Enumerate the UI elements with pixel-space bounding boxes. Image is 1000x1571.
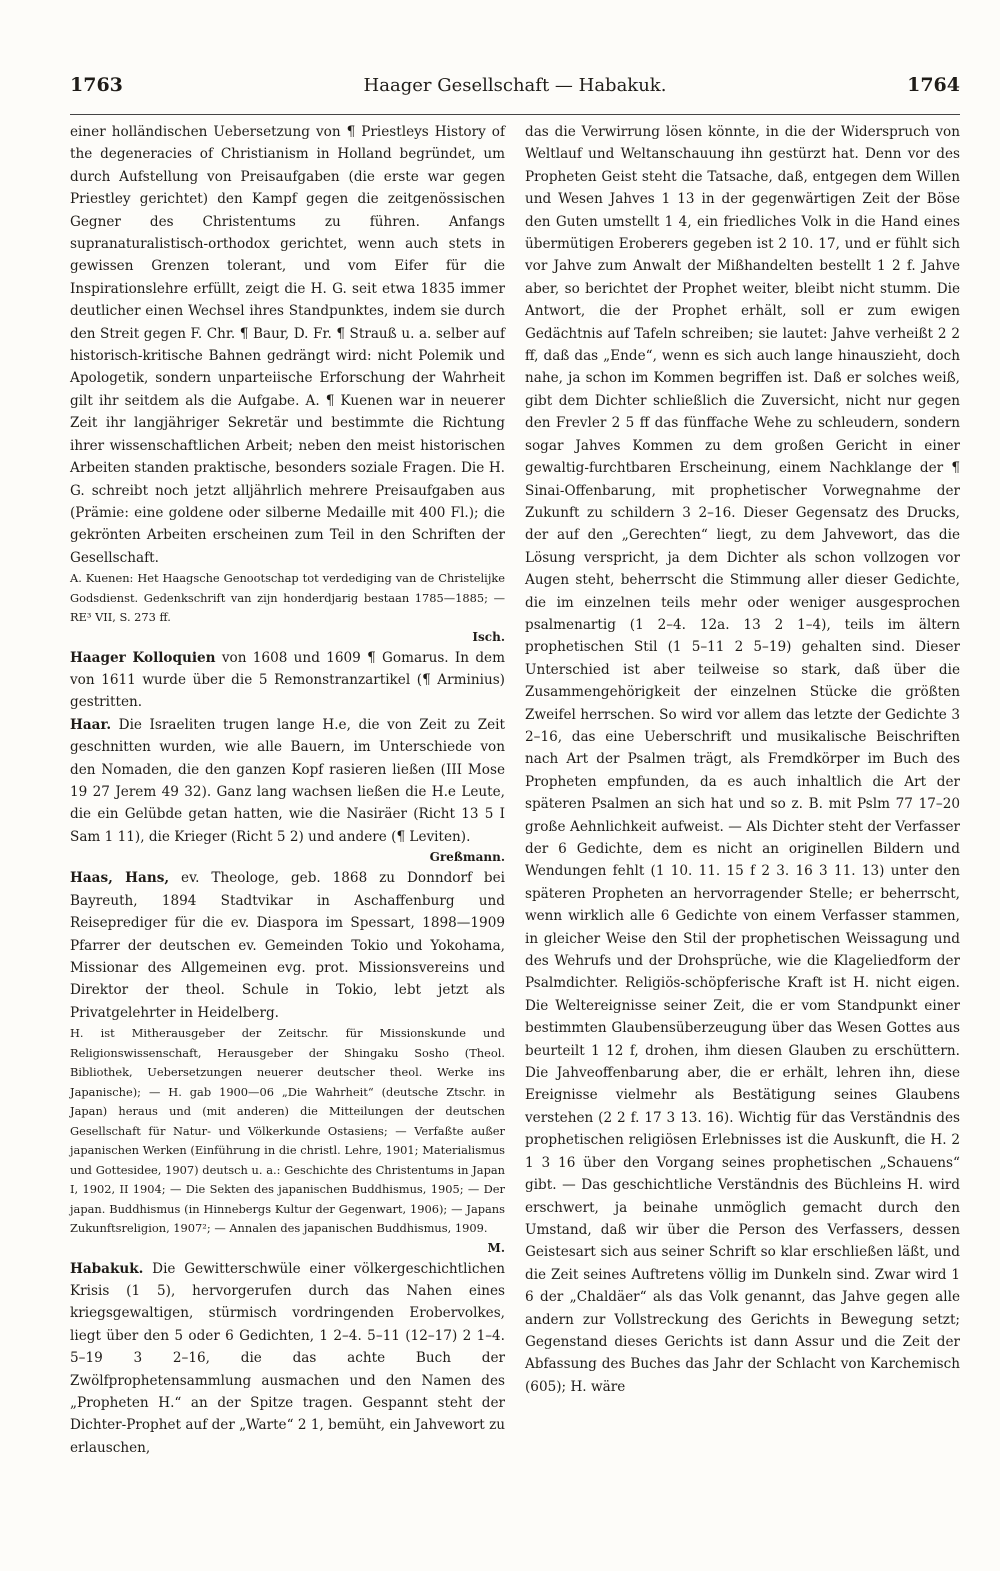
header-rule — [70, 114, 960, 115]
entry-habakuk — [70, 1258, 505, 1460]
author-signature: M. — [487, 1240, 505, 1255]
page-number-right: 1764 — [907, 74, 960, 96]
page-title: Haager Gesellschaft — Habakuk. — [363, 75, 667, 96]
author-signature: Greßmann. — [429, 850, 505, 865]
author-signature: Isch. — [472, 629, 505, 644]
paragraph: einer holländischen Uebersetzung von ¶ Priestleys History of the degeneracies of Christianism in Holland begründet, um durch Aufstellung von Preisaufgaben (die erste war gegen Priestley gerichtet) den Kampf gegen die zeitgenössischen Gegner des Christentums zu führen. Anfangs supranaturalistisch-orthodox gerichtet, wenn auch stets in gewissen Grenzen tolerant, und vom Eifer für die Inspirationslehre erfüllt, zeigt die H. G. seit etwa 1835 immer deutlicher einen Wechsel ihres Standpunktes, indem sie durch den Streit gegen F. Chr. ¶ Baur, D. Fr. ¶ Strauß u. a. selber auf historisch-kritische Bahnen gedrängt wird: nicht Polemik und Apologetik, sondern unparteiische Erforschung der Wahrheit gilt ihr seitdem als die Aufgabe. A. ¶ Kuenen war in neuerer Zeit ihr langjähriger Sekretär und bestimmte die Richtung ihrer wissenschaftlichen Arbeit; neben den meist historischen Arbeiten standen praktische, besonders soziale Fragen. Die H. G. schreibt noch jetzt alljährlich mehrere Preisaufgaben aus (Prämie: eine goldene oder silberne Medaille mit 400 Fl.); die gekrönten Arbeiten erscheinen zum Teil in den Schriften der Gesellschaft. — [70, 124, 505, 566]
entry-lemma: Haager Kolloquien — [70, 649, 216, 666]
entry-text: Die Israeliten trugen lange H.e, die von Zeit zu Zeit geschnitten wurden, wie alle Bauern, im Unterschiede von den Nomaden, die den ganzen Kopf rasieren ließen (III Mose 19 27 Jerem 49 32). Ganz lang wachsen ließen die H.e Leute, die ein Gelübde getan hatten, wie die Nasiräer (Richt 13 5 I Sam 1 11), die Krieger (Richt 5 2) und andere (¶ Leviten). — [70, 716, 505, 845]
right-column — [525, 121, 960, 1459]
entry-haager-kolloquien — [70, 647, 505, 714]
text-columns — [70, 121, 960, 1459]
page-number-left: 1763 — [70, 74, 123, 96]
entry-text: von 1608 und 1609 ¶ Gomarus. In dem von 1611 wurde über die 5 Remonstranzartikel (¶ Arminius) gestritten. — [70, 649, 505, 711]
entry-haas — [70, 867, 505, 1024]
entry-haar — [70, 714, 505, 848]
entry-lemma: Habakuk. — [70, 1260, 144, 1277]
entry-lemma: Haar. — [70, 716, 112, 733]
entry-text: ev. Theologe, geb. 1868 zu Donndorf bei Bayreuth, 1894 Stadtvikar in Aschaffenburg und Reiseprediger für die ev. Diaspora im Spessart, 1898—1909 Pfarrer der deutschen ev. Gemeinden Tokio und Yokohama, Missionar des Allgemeinen evg. prot. Missionsvereins und Direktor der theol. Schule in Tokio, lebt jetzt als Privatgelehrter in Heidelberg. — [70, 870, 506, 1021]
paragraph: das die Verwirrung lösen könnte, in die der Widerspruch von Weltlauf und Weltanschauung ihn gestürzt hat. Denn vor des Propheten Geist steht die Tatsache, daß, entgegen dem Willen und Wesen Jahves 1 13 in der gegenwärtigen Zeit der Böse den Guten umstellt 1 4, ein friedliches Volk in die Hand eines übermütigen Eroberers gegeben ist 2 10. 17, und er fühlt sich vor Jahve zum Anwalt der Mißhandelten bestellt 1 2 f. Jahve aber, so berichtet der Prophet weiter, bleibt nicht stumm. Die Antwort, die der Prophet erhält, soll er zum ewigen Gedächtnis auf Tafeln schreiben; sie lautet: Jahve verheißt 2 2 ff, daß das „Ende“, wenn es sich auch lange hinauszieht, doch nahe, ja schon im Kommen begriffen ist. Daß er solches weiß, gibt dem Dichter schließlich die Zuversicht, nicht nur gegen den Frevler 2 5 ff das fünffache Wehe zu schleudern, sondern sogar Jahves Kommen zu dem großen Gericht in einer gewaltig-furchtbaren Erscheinung, einem Nachklange der ¶ Sinai-Offenbarung, mit prophetischer Vorwegnahme der Zukunft zu schildern 3 2–16. Dieser Gegensatz des Drucks, der auf den „Gerechten“ liegt, zu dem Jahvewort, das die Lösung verspricht, ja dem Dichter als schon vollzogen vor Augen steht, beherrscht die Stimmung aller dieser Gedichte, die im einzelnen teils mehr oder weniger ausgesprochen psalmenartig (1 2–4. 12a. 13 2 1–4), teils im ältern prophetischen Stil (1 5–11 2 5–19) gehalten sind. Dieser Unterschied ist aber teilweise so stark, daß über die Zusammengehörigkeit der einzelnen Stücke die größten Zweifel herrschen. So wird vor allem das letzte der Gedichte 3 2–16, das eine Ueberschrift und musikalische Beischriften nach Art der Psalmen trägt, als Fremdkörper im Buch des Propheten empfunden, da es auch inhaltlich die Art der späteren Psalmen an sich hat und so z. B. mit Pslm 77 17–20 große Aehnlichkeit aufweist. — Als Dichter steht der Verfasser der 6 Gedichte, dem es nicht an originellen Bildern und Wendungen fehlt (1 10. 11. 15 f 2 3. 16 3 11. 13) unter den späteren Propheten an hervorragender Stelle; er beherrscht, wenn wirklich alle 6 Gedichte von einem Verfasser stammen, in gleicher Weise den Stil der prophetischen Weissagung und des Wehrufs und der Drohsprüche, wie die Klageliedform der Psalmdichter. Religiös-schöpferische Kraft ist H. nicht eigen. Die Weltereignisse seiner Zeit, die er vom Standpunkt einer bestimmten Glaubensüberzeugung über das Wesen Gottes aus beurteilt 1 12 f, drohen, ihm diesen Glauben zu erschüttern. Die Jahveoffenbarung aber, die er erhält, lehren ihn, diese Ereignisse vielmehr als Bestätigung seines Glaubens verstehen (2 2 f. 17 3 13. 16). Wichtig für das Verständnis des prophetischen religiösen Erlebnisses ist die Auskunft, die H. 2 1 3 16 über den Vorgang seines prophetischen „Schauens“ gibt. — Das geschichtliche Verständnis des Büchleins H. wird erschwert, ja beinahe unmöglich gemacht durch den Umstand, daß wir über die Person des Verfassers, dessen Geistesart sich aus seiner Schrift so klar erschließen läßt, und die Zeit seines Auftretens völlig im Dunkeln sind. Zwar wird 1 6 der „Chaldäer“ als das Volk genannt, das Jahve gegen alle andern zur Vollstreckung des Gerichts in Bewegung setzt; Gegenstand dieses Gerichts ist dann Assur und die Zeit der Abfassung des Buches das Jahr der Schlacht von Karchemisch (605); H. wäre — [525, 124, 960, 1395]
page-header — [70, 74, 960, 114]
entry-text: Die Gewitterschwüle einer völkergeschichtlichen Krisis (1 5), hervorgerufen durch das Nahen eines kriegsgewaltigen, stürmisch vordringenden Erobervolkes, liegt über den 5 oder 6 Gedichten, 1 2–4. 5–11 (12–17) 2 1–4. 5–19 3 2–16, die das achte Buch der Zwölfprophetensammlung ausmachen und den Namen des „Propheten H.“ an der Spitze tragen. Gespannt steht der Dichter-Prophet auf der „Warte“ 2 1, bemüht, ein Jahvewort zu erlauschen, — [70, 1260, 505, 1456]
left-column — [70, 121, 505, 1459]
citation: H. ist Mitherausgeber der Zeitschr. für Missionskunde und Religionswissenschaft, Herausgeber der Shingaku Sosho (Theol. Bibliothek, Uebersetzungen neuerer deutscher theol. Werke ins Japanische); — H. gab 1900—06 „Die Wahrheit“ (deutsche Ztschr. in Japan) heraus und (mit anderen) die Mitteilungen der deutschen Gesellschaft für Natur- und Völkerkunde Ostasiens; — Verfaßte außer japanischen Werken (Einführung in die christl. Lehre, 1901; Materialismus und Gottesidee, 1907) deutsch u. a.: Geschichte des Christentums in Japan I, 1902, II 1904; — Die Sekten des japanischen Buddhismus, 1905; — Der japan. Buddhismus (in Hinnebergs Kultur der Gegenwart, 1906); — Japans Zukunftsreligion, 1907²; — Annalen des japanischen Buddhismus, 1909. — [70, 1026, 505, 1236]
entry-lemma: Haas, Hans, — [70, 870, 170, 887]
citation: A. Kuenen: Het Haagsche Genootschap tot verdediging van de Christelijke Godsdienst. Gedenkschrift van zijn honderdjarig bestaan 1785—1885; — RE³ VII, S. 273 ff. — [70, 571, 505, 625]
